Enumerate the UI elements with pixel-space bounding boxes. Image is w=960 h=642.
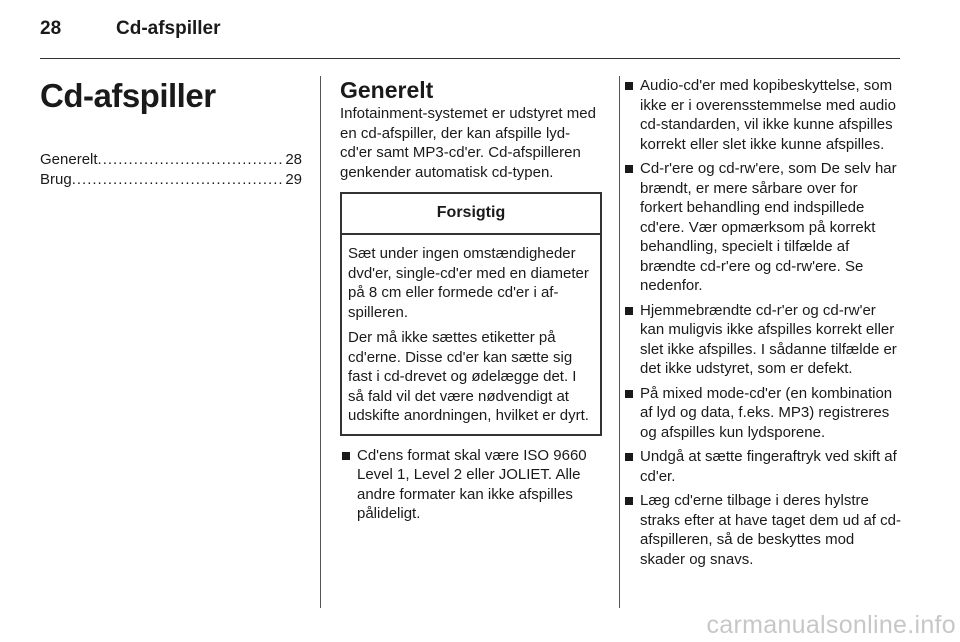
list-item-text: Undgå at sætte fingeraftryk ved skift af cd'er. [640,448,897,485]
list-item-text: På mixed mode-cd'er (en kombination af lyd og data, f.eks. MP3) registreres og afspilles kun lydsporene. [640,384,893,441]
bullet-list [340,446,602,524]
toc-leader [98,150,284,170]
toc-entry-brug[interactable] [40,170,302,190]
square-bullet-icon [625,453,633,461]
section-title: Generelt [340,77,434,103]
toc-entry-generelt[interactable] [40,150,302,170]
column-divider [320,76,321,608]
toc-leader [72,170,284,190]
list-item [623,384,903,443]
square-bullet-icon [625,497,633,505]
header-rule [40,58,900,59]
column-divider [619,76,620,608]
list-item-text: Hjemmebrændte cd-r'er og cd-rw'er kan muligvis ikke afspilles korrekt eller slet ikke afspilles. I sådanne tilfælde er det ikke udstyret, som er defekt. [640,301,897,377]
watermark: carmanualsonline.info [706,611,956,639]
toc-page: 29 [285,171,302,188]
square-bullet-icon [625,82,633,90]
list-item-text: Audio-cd'er med kopibeskyttelse, som ikke er i overensstemmelse med audio cd-standarden, vil ikke kunne afspilles korrekt eller slet ikke kunne afspilles. [640,77,896,153]
toc-label: Generelt [40,151,98,168]
square-bullet-icon [625,307,633,315]
list-item [340,446,602,524]
generelt-column [340,76,602,529]
list-item [623,301,903,379]
toc-page: 28 [285,151,302,168]
intro-paragraph: Infotainment-systemet er udstyret med en cd-afspiller, der kan afspille lyd-cd'er samt MP3-cd'er. Cd-afspilleren genkender automatisk cd-typen. [340,105,596,181]
list-item [623,491,903,569]
chapter-column [40,76,302,190]
square-bullet-icon [342,452,350,460]
list-item [623,76,903,154]
list-item [623,159,903,296]
caution-title: Forsigtig [342,194,600,235]
square-bullet-icon [625,165,633,173]
running-title: Cd-afspiller [116,18,221,39]
table-of-contents [40,150,302,190]
caution-paragraph: Der må ikke sættes etiketter på cd'erne. Disse cd'er kan sætte sig fast i cd-drevet og ødelægge det. I så fald vil det være nødvendigt at udskifte anordningen, hvilket er dyrt. [348,329,589,424]
caution-body [342,235,600,434]
list-item [623,447,903,486]
chapter-title: Cd-afspiller [40,77,216,114]
list-item-text: Cd-r'ere og cd-rw'ere, som De selv har brændt, er mere sårbare over for forkert behandling end indspillede cd'ere. Vær opmærksom på korrekt behandling, specielt i tilfælde af brændte cd-r'ere og cd-rw'ere. Se nedenfor. [640,160,897,294]
bullet-list [623,76,903,569]
toc-label: Brug [40,171,72,188]
square-bullet-icon [625,390,633,398]
right-column [623,76,903,574]
caution-box [340,192,602,436]
page-number: 28 [40,18,62,39]
list-item-text: Læg cd'erne tilbage i deres hylstre straks efter at have taget dem ud af cd-afspilleren, så de beskyttes mod skader og snavs. [640,492,901,568]
caution-paragraph: Sæt under ingen omstændigheder dvd'er, single-cd'er med en diameter på 8 cm eller formede cd'er i afspilleren. [348,245,589,321]
list-item-text: Cd'ens format skal være ISO 9660 Level 1, Level 2 eller JOLIET. Alle andre formater kan ikke afspilles pålideligt. [357,446,587,522]
